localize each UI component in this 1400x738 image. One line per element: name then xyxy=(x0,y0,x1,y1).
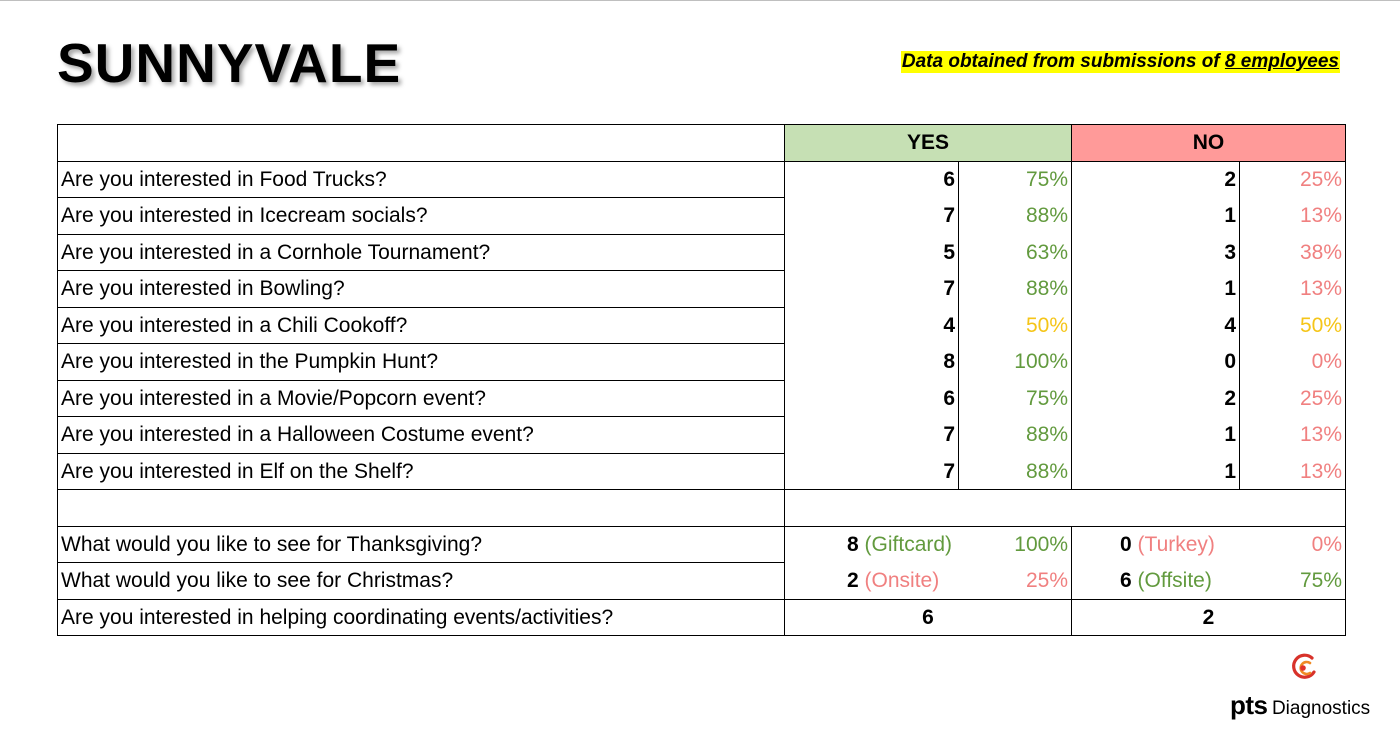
yes-count-cell: 6 xyxy=(785,599,1072,636)
thanksgiving-row xyxy=(58,526,1346,563)
no-percent-cell: 0% xyxy=(1240,526,1346,563)
data-source-note-prefix: Data obtained from submissions of xyxy=(901,51,1225,72)
no-choice-cell xyxy=(1072,563,1240,600)
no-percent-cell: 13% xyxy=(1240,417,1346,454)
no-percent-cell: 50% xyxy=(1240,307,1346,344)
christmas-row xyxy=(58,563,1346,600)
yes-percent-cell: 88% xyxy=(959,198,1072,235)
yes-choice-cell xyxy=(785,526,959,563)
table-row xyxy=(58,271,1346,308)
yes-count-cell: 7 xyxy=(785,417,959,454)
coordinate-row xyxy=(58,599,1346,636)
yes-percent-cell: 88% xyxy=(959,417,1072,454)
blank-row xyxy=(58,490,1346,527)
no-percent-cell: 13% xyxy=(1240,453,1346,490)
pts-diagnostics-logo xyxy=(1226,652,1386,722)
table-row xyxy=(58,344,1346,381)
blank-cell xyxy=(58,490,785,527)
question-cell: Are you interested in Bowling? xyxy=(58,271,785,308)
question-cell: What would you like to see for Christmas? xyxy=(58,563,785,600)
question-cell: Are you interested in a Movie/Popcorn event? xyxy=(58,380,785,417)
yes-percent-cell: 75% xyxy=(959,161,1072,198)
no-choice-cell xyxy=(1072,526,1240,563)
table-row xyxy=(58,161,1346,198)
yes-percent-cell: 63% xyxy=(959,234,1072,271)
no-percent-cell: 13% xyxy=(1240,271,1346,308)
question-cell: Are you interested in a Halloween Costume event? xyxy=(58,417,785,454)
no-percent-cell: 25% xyxy=(1240,161,1346,198)
no-count-cell: 4 xyxy=(1072,307,1240,344)
table-row xyxy=(58,234,1346,271)
no-count-cell: 0 xyxy=(1072,344,1240,381)
pts-logo-icon xyxy=(1288,652,1318,684)
yes-percent-cell: 50% xyxy=(959,307,1072,344)
no-count-cell: 2 xyxy=(1072,599,1346,636)
choice-label: (Offsite) xyxy=(1137,569,1212,592)
yes-count-cell: 7 xyxy=(785,271,959,308)
choice-count: 2 xyxy=(847,569,859,592)
data-source-note xyxy=(901,51,1340,73)
table-row xyxy=(58,453,1346,490)
no-percent-cell: 13% xyxy=(1240,198,1346,235)
question-cell: Are you interested in Elf on the Shelf? xyxy=(58,453,785,490)
yes-percent-cell: 100% xyxy=(959,526,1072,563)
no-percent-cell: 0% xyxy=(1240,344,1346,381)
yes-percent-cell: 100% xyxy=(959,344,1072,381)
choice-label: (Giftcard) xyxy=(864,533,953,556)
no-percent-cell: 25% xyxy=(1240,380,1346,417)
table-row xyxy=(58,417,1346,454)
employee-count: 8 employees xyxy=(1224,51,1339,72)
choice-count: 0 xyxy=(1120,533,1132,556)
header-row xyxy=(58,125,1346,162)
yes-count-cell: 8 xyxy=(785,344,959,381)
choice-label: (Turkey) xyxy=(1137,533,1215,556)
header-blank-cell xyxy=(58,125,785,162)
table-row xyxy=(58,380,1346,417)
yes-count-cell: 4 xyxy=(785,307,959,344)
question-cell: Are you interested in the Pumpkin Hunt? xyxy=(58,344,785,381)
pts-logo-wordmark xyxy=(1230,690,1370,721)
yes-count-cell: 6 xyxy=(785,380,959,417)
yes-count-cell: 6 xyxy=(785,161,959,198)
no-count-cell: 1 xyxy=(1072,453,1240,490)
no-count-cell: 1 xyxy=(1072,198,1240,235)
no-header: NO xyxy=(1072,125,1346,162)
no-percent-cell: 75% xyxy=(1240,563,1346,600)
question-cell: Are you interested in helping coordinating events/activities? xyxy=(58,599,785,636)
yes-percent-cell: 25% xyxy=(959,563,1072,600)
question-cell: Are you interested in a Cornhole Tournament? xyxy=(58,234,785,271)
no-count-cell: 1 xyxy=(1072,271,1240,308)
question-cell: What would you like to see for Thanksgiving? xyxy=(58,526,785,563)
no-count-cell: 3 xyxy=(1072,234,1240,271)
pts-logo-text: Diagnostics xyxy=(1271,698,1371,719)
blank-cell xyxy=(785,490,1346,527)
no-count-cell: 2 xyxy=(1072,161,1240,198)
question-cell: Are you interested in a Chili Cookoff? xyxy=(58,307,785,344)
question-cell: Are you interested in Food Trucks? xyxy=(58,161,785,198)
no-count-cell: 2 xyxy=(1072,380,1240,417)
yes-percent-cell: 88% xyxy=(959,453,1072,490)
yes-count-cell: 7 xyxy=(785,198,959,235)
pts-logo-bold: pts xyxy=(1230,690,1268,720)
no-percent-cell: 38% xyxy=(1240,234,1346,271)
yes-percent-cell: 88% xyxy=(959,271,1072,308)
choice-count: 8 xyxy=(847,533,859,556)
yes-count-cell: 7 xyxy=(785,453,959,490)
yes-header: YES xyxy=(785,125,1072,162)
table-row xyxy=(58,307,1346,344)
yes-choice-cell xyxy=(785,563,959,600)
question-cell: Are you interested in Icecream socials? xyxy=(58,198,785,235)
yes-percent-cell: 75% xyxy=(959,380,1072,417)
no-count-cell: 1 xyxy=(1072,417,1240,454)
page-title: SUNNYVALE xyxy=(57,32,402,94)
yes-count-cell: 5 xyxy=(785,234,959,271)
choice-label: (Onsite) xyxy=(864,569,940,592)
table-row xyxy=(58,198,1346,235)
survey-results-table xyxy=(57,124,1346,636)
choice-count: 6 xyxy=(1120,569,1132,592)
